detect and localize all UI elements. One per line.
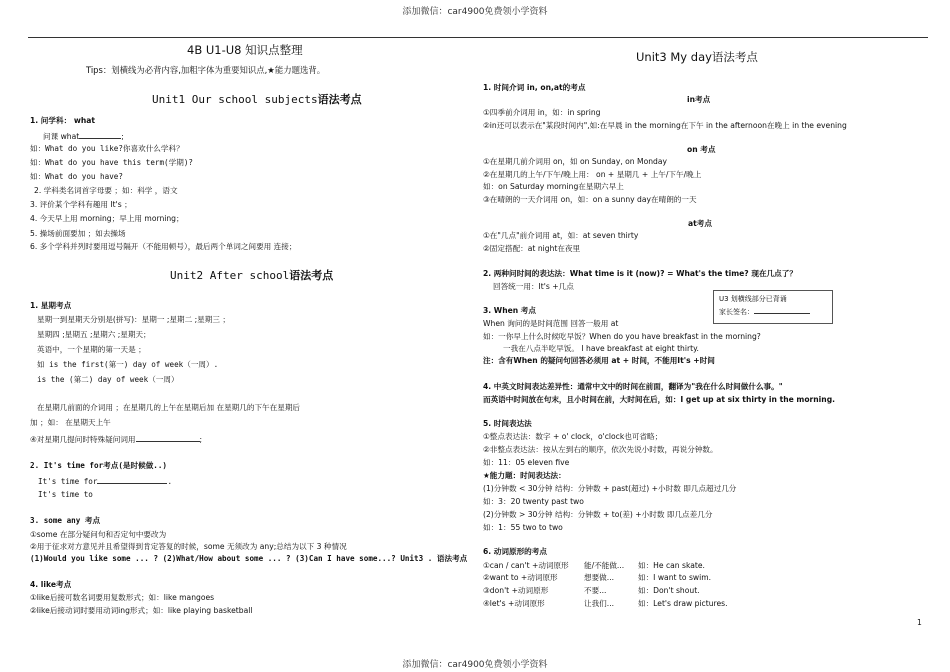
unit2-line: ②like后接动词时要用动词ing形式；如：like playing basketball [30, 606, 253, 615]
sec6-row-meaning: 能/不能做... [584, 561, 625, 570]
unit2-line: 星期一到星期天分别是(拼写)：星期一 ;星期二 ;星期三 ； [37, 315, 230, 324]
unit1-line: 4. 今天早上用 morning；早上用 morning； [30, 214, 184, 223]
sec6-heading: 6. 动词原形的考点 [483, 547, 547, 556]
top-watermark: 添加微信：car4900免费领小学资料 [402, 7, 548, 17]
unit2-line: ④对星期几提问时特殊疑问词用 ; [30, 435, 203, 444]
sec6-row-rule: ④let's +动词原形 [483, 599, 545, 608]
at-line: ②固定搭配：at night在夜里 [483, 244, 581, 253]
sec5-line: 如：3：20 twenty past two [483, 497, 584, 506]
on-line: ②在星期几的上午/下午/晚上用： on + 星期几 + 上午/下午/晚上 [483, 170, 702, 179]
top-rule [28, 37, 928, 38]
sec5-line: (1)分钟数 < 30分钟 结构：分钟数 + past(超过) +小时数 即几点超过几分 [483, 484, 737, 493]
unit2-line: 4. like考点 [30, 580, 72, 589]
sec5-line: 如：11：05 eleven five [483, 458, 570, 467]
unit1-line: 问课 what ; [43, 132, 124, 141]
page-title: 4B U1-U8 知识点整理 [187, 43, 303, 57]
unit2-line: ②用于征求对方意见并且希望得到肯定答复的时候，some 无须改为 any;总结为以下 3 种情况 [30, 542, 347, 551]
sec4-line: 4. 中英文时间表达差异性：通常中文中的时间在前面，翻译为"我在什么时间做什么事。" [483, 382, 783, 391]
sec3-line: When 询问的是时间范围 回答一般用 at [483, 319, 619, 328]
unit2-line: It's time to [38, 490, 93, 499]
parent-signature-box: U3 划横线部分已背诵 家长签名： [713, 290, 833, 324]
unit2-line: 2. It's time for考点(是时候做..) [30, 461, 167, 470]
sec2-line: 2. 两种问时间的表达法：What time is it (now)? = What's the time? 现在几点了？ [483, 269, 797, 278]
sec6-row-meaning: 让我们... [584, 599, 615, 608]
sec5-line: (2)分钟数 > 30分钟 结构：分钟数 + to(差) +小时数 即几点差几分 [483, 510, 713, 519]
sec6-row-example: 如：He can skate. [638, 561, 705, 570]
sec6-row-rule: ①can / can't +动词原形 [483, 561, 569, 570]
sec1-heading: 1. 时间介词 in, on,at的考点 [483, 83, 586, 92]
sec6-row-example: 如：I want to swim. [638, 573, 712, 582]
unit1-line: 6. 多个学科并列时要用逗号隔开（不能用顿号），最后两个单词之间要用 连接； [30, 242, 297, 251]
sec6-row-rule: ②want to +动词原形 [483, 573, 558, 582]
sec5-line: ★能力题：时间表达法： [483, 471, 566, 480]
unit2-line: 1. 星期考点 [30, 301, 72, 310]
sec2-line: 回答统一用：It's +几点 [493, 282, 574, 291]
sec6-row-example: 如：Don't shout. [638, 586, 700, 595]
sec6-row-meaning: 不要... [584, 586, 607, 595]
sec5-line: 5. 时间表达法 [483, 419, 532, 428]
unit1-line: 如：What do you have this term(学期)? [30, 158, 193, 167]
unit2-heading: Unit2 After school语法考点 [170, 269, 334, 282]
sec6-row-meaning: 想要做... [584, 573, 615, 582]
unit1-line: 2. 学科类名词首字母要 ；如：科学 ，语文 [34, 186, 178, 195]
unit3-title: Unit3 My day语法考点 [636, 50, 758, 64]
at-line: ①在"几点"前介词用 at，如：at seven thirty [483, 231, 639, 240]
unit2-line: (1)Would you like some ... ? (2)What/How about some ... ? (3)Can I have some...? Unit3 . 语法考点 [30, 554, 468, 563]
unit2-line: 星期四 ;星期五 ;星期六 ;星期天； [37, 330, 151, 339]
on-line: 如：on Saturday morning在星期六早上 [483, 182, 624, 191]
sec6-row-example: 如：Let's draw pictures. [638, 599, 728, 608]
unit1-line: 5. 操场前面要加 ；如去操场 [30, 229, 126, 238]
unit2-line: 加 ；如： 在星期天上午 [30, 418, 111, 427]
unit2-line: is the (第二) day of week（一周） [37, 375, 179, 384]
page-number: 1 [917, 618, 922, 627]
sec3-line: 注：含有When 的疑问句回答必须用 at + 时间，不能用It's +时间 [483, 356, 715, 365]
sec5-line: 如：1：55 two to two [483, 523, 563, 532]
unit2-line: 在星期几前面的介词用 ；在星期几的上午在星期后加 在星期几的下午在星期后 [37, 403, 301, 412]
unit2-line: 如 is the first(第一) day of week（一周）. [37, 360, 219, 369]
at-heading: at考点 [688, 219, 712, 228]
unit2-line: 3. some any 考点 [30, 516, 101, 525]
on-heading: on 考点 [687, 145, 716, 154]
unit1-heading: Unit1 Our school subjects语法考点 [152, 93, 362, 106]
in-line: ①四季前介词用 in，如：in spring [483, 108, 601, 117]
in-line: ②in还可以表示在"某段时间内",如:在早晨 in the morning在下午 in the afternoon在晚上 in the evening [483, 121, 847, 130]
sec3-line: 3. When 考点 [483, 306, 536, 315]
unit2-line: ①like后接可数名词要用复数形式；如：like mangoes [30, 593, 215, 602]
unit1-line: 1. 问学科： what [30, 116, 96, 125]
sec3-line: 一我在八点半吃早饭。 I have breakfast at eight thirty. [503, 344, 699, 353]
unit1-line: 3. 评价某个学科有趣用 It's ； [30, 200, 132, 209]
sec3-line: 如：一你早上什么时候吃早饭？When do you have breakfast in the morning? [483, 332, 761, 341]
sec4-line: 而英语中时间放在句末，且小时间在前，大时间在后，如：I get up at six thirty in the morning. [483, 395, 836, 404]
tips: Tips：划横线为必背内容,加粗字体为重要知识点,★能力题选背。 [86, 65, 326, 75]
bottom-watermark: 添加微信：car4900免费领小学资料 [402, 660, 548, 670]
unit2-line: It's time for . [38, 477, 173, 486]
unit1-line: 如：What do you have? [30, 172, 123, 181]
on-line: ①在星期几前介词用 on，如 on Sunday, on Monday [483, 157, 667, 166]
sec6-row-rule: ③don't +动词原形 [483, 586, 549, 595]
sec5-line: ②非整点表达法：按从左到右的顺序，依次先说小时数，再说分钟数。 [483, 445, 718, 454]
unit1-line: 如：What do you like?你喜欢什么学科？ [30, 144, 184, 153]
sec5-line: ①整点表达法：数字 + o' clock，o'clock也可省略； [483, 432, 663, 441]
unit2-line: ①some 在部分疑问句和否定句中要改为 [30, 530, 167, 539]
on-line: ③在晴朗的一天介词用 on，如：on a sunny day在晴朗的一天 [483, 195, 697, 204]
in-heading: in考点 [687, 95, 711, 104]
unit2-line: 英语中，一个星期的第一天是 ； [37, 345, 146, 354]
